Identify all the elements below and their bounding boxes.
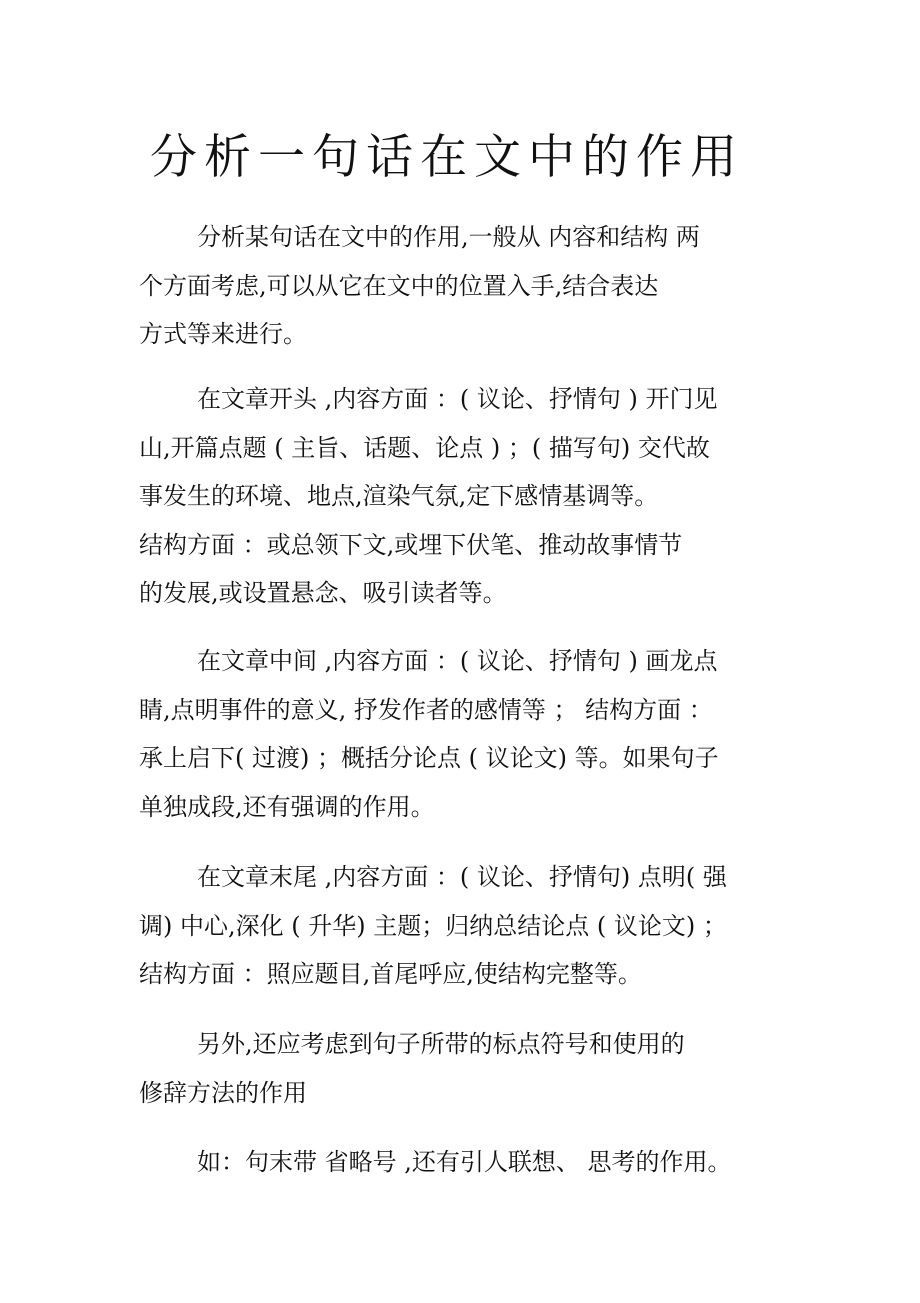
paragraph-line: 如：句末带 省略号 ,还有引人联想、 思考的作用。 (197, 1148, 732, 1176)
paragraph-line: 结构方面 ：照应题目,首尾呼应,使结构完整等。 (139, 960, 642, 988)
paragraph-line: 另外,还应考虑到句子所带的标点符号和使用的 (197, 1030, 685, 1058)
paragraph-line: 修辞方法的作用 (139, 1078, 307, 1107)
paragraph-intro (139, 213, 779, 359)
document-title: 分析一句话在文中的作用 (150, 130, 744, 185)
paragraph-line: 结构方面 ：或总领下文,或埋下伏笔、推动故事情节 (139, 530, 683, 559)
paragraph-line: 承上启下( 过渡) ；概括分论点 ( 议论文) 等。如果句子 (139, 744, 719, 772)
paragraph-line: 事发生的环境、地点,渲染气氛,定下感情基调等。 (139, 482, 659, 510)
paragraph-line: 在文章中间 ,内容方面 ：( 议论、抒情句 ) 画龙点 (197, 647, 718, 675)
paragraph-line: 山,开篇点题 ( 主旨、话题、论点 ) ；( 描写句) 交代故 (139, 433, 710, 462)
paragraph-ending (139, 853, 779, 999)
paragraph-line: 单独成段,还有强调的作用。 (139, 792, 435, 821)
paragraph-line: 的发展,或设置悬念、吸引读者等。 (139, 579, 507, 607)
paragraph-line: 个方面考虑,可以从它在文中的位置入手,结合表达 (139, 271, 659, 300)
paragraph-beginning (139, 375, 779, 618)
paragraph-line: 分析某句话在文中的作用,一般从 内容和结构 两 (197, 223, 700, 251)
paragraph-line: 方式等来进行。 (139, 320, 307, 348)
paragraph-example (139, 1138, 779, 1187)
paragraph-middle (139, 637, 779, 831)
paragraph-line: 睛,点明事件的意义, 抒发作者的感情等 ； 结构方面 ： (139, 695, 713, 724)
paragraph-line: 在文章末尾 ,内容方面 ：( 议论、抒情句) 点明( 强 (197, 863, 727, 891)
paragraph-line: 调) 中心,深化 ( 升华) 主题；归纳总结论点 ( 议论文) ； (139, 911, 727, 940)
paragraph-additional (139, 1020, 779, 1117)
paragraph-line: 在文章开头 ,内容方面 ：( 议论、抒情句 ) 开门见 (197, 385, 718, 413)
